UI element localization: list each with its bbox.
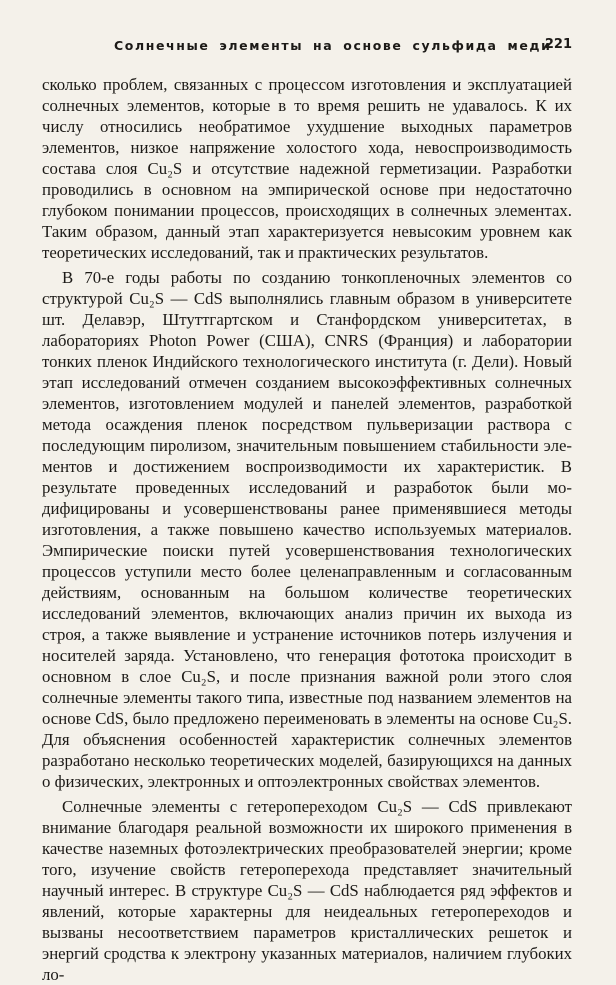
paragraph-heterojunction: Солнечные элементы с гетеропереходом Cu₂S — CdS привлекают внимание благодаря реальной возможности их широкого применения в качестве наземных фотоэлектрических преобразователей энергии; кроме того, изучение свойств гетероперехода представляет значительный научный интерес. В структуре Cu₂S — CdS наблюдается ряд эффектов и явлений, которые характерны для неидеальных гетеропереходов и вызваны несоответствием параметров кристаллических решеток и энергий сродства к электрону указанных материалов, наличием глубоких ло- bbox=[42, 797, 572, 984]
paragraph-continuation: сколько проблем, связанных с процессом изготовления и эксплуатацией солнечных элементов, которые в то время решить не удавалось. К их числу относились необратимое ухудшение выходных параметров элементов, низкое напряжение холостого хода, невоспроизводимость состава слоя Cu₂S и отсутствие надежной герметизации. Разработки проводились в основном на эмпирической основе при недостаточно глубоком понимании процессов, происходящих в солнечных элементах. Таким образом, данный этап характеризуется невысоким уровнем как теоретических исследований, так и практических результатов. bbox=[42, 75, 572, 262]
running-title: Солнечные элементы на основе сульфида меди bbox=[114, 38, 552, 53]
page-header bbox=[36, 36, 572, 60]
paragraph-70s-research: В 70-е годы работы по созданию тонкопленочных элементов со структурой Cu₂S — CdS выполнялись главным образом в университете шт. Делавэр, Штуттгартском и Станфордском университетах, в лабораториях Photon Power (США), CNRS (Франция) и лаборатории тонких пленок Индийского технологического института (г. Дели). Новый этап исследований отмечен созданием высокоэффективных солнечных элементов, изготовлением модулей и панелей элементов, разработкой метода осаждения пленок посредством пульверизации раствора с последующим пиролизом, значительным повышением стабильности элементов и достижением воспроизводимости их характеристик. В результате проведенных исследований и разработок были модифицированы и усовершенствованы ранее применявшиеся методы изготовления, а также повышено качество используемых материалов. Эмпирические поиски путей усовершенствования технологических процессов уступили место более целенаправленным и согласованным действиям, основанным на большом количестве теоретических исследований элементов, включающих анализ причин их выхода из строя, а также выявление и устранение источников потерь излучения и носителей заряда. Установлено, что генерация фототока происходит в основном в слое Cu₂S, и после признания важной роли этого слоя солнечные элементы такого типа, известные под названием элементов на основе CdS, было предложено переименовать в элементы на основе Cu₂S. Для объяснения особенностей характеристик солнечных элементов разработано несколько теоретических моделей, базирующихся на данных о физических, электронных и оптоэлектронных свойствах элементов. bbox=[42, 268, 572, 791]
body-text bbox=[42, 74, 572, 985]
page-number: 221 bbox=[544, 37, 572, 52]
